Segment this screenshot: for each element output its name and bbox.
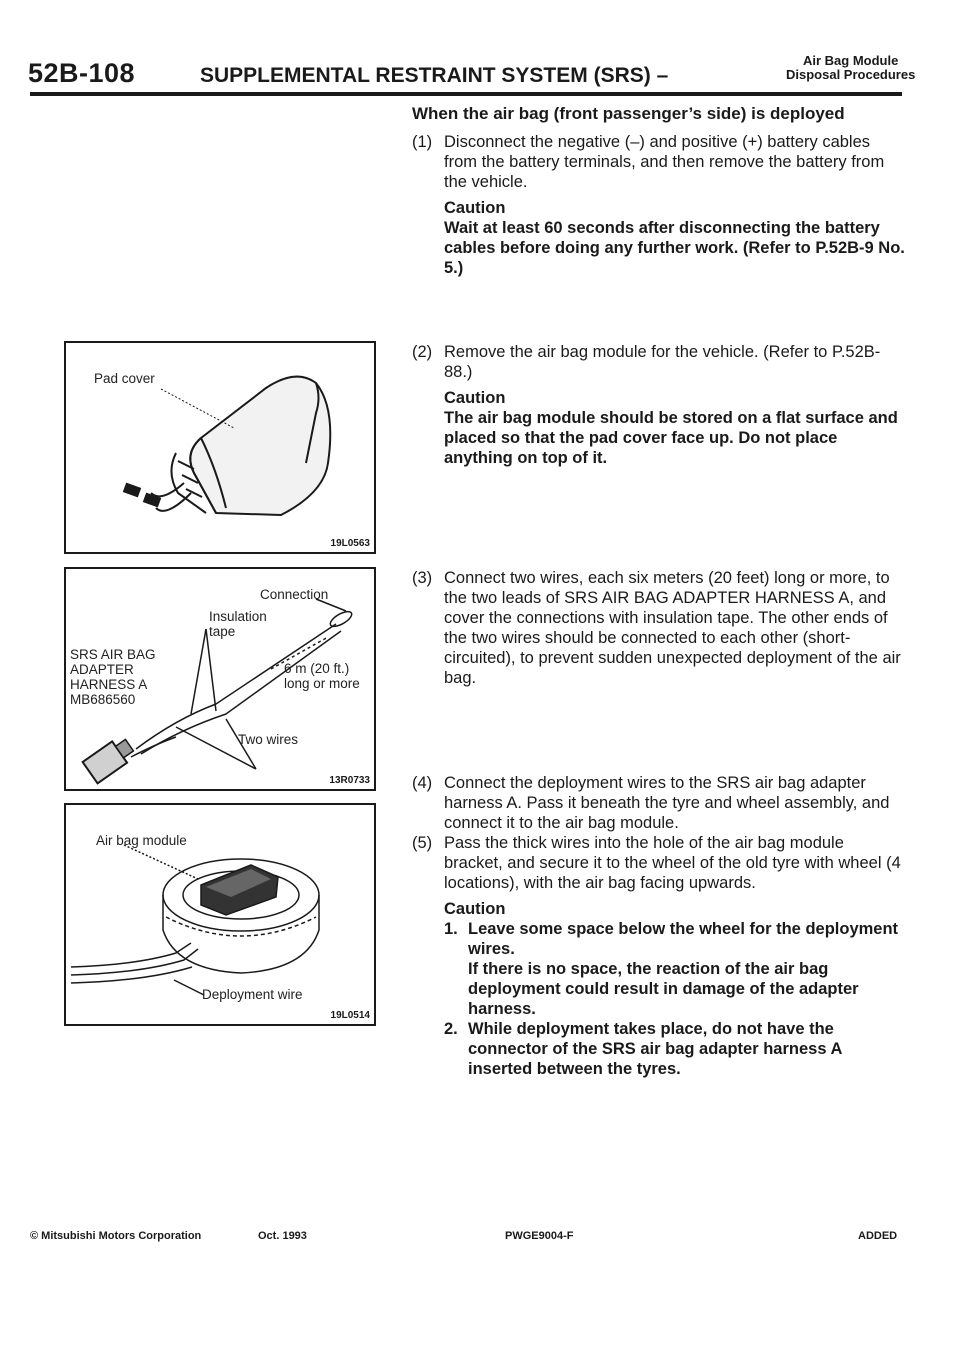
label-adapter-harness: SRS AIR BAG ADAPTER HARNESS A MB686560 xyxy=(70,647,156,707)
label-deployment-wire: Deployment wire xyxy=(202,987,303,1002)
caution-item-2 xyxy=(444,1019,907,1079)
step-4-text: Connect the deployment wires to the SRS air bag adapter harness A. Pass it beneath the tyre and wheel assembly, and connect it to the air bag module. xyxy=(444,774,890,832)
footer-copyright: © Mitsubishi Motors Corporation xyxy=(30,1230,202,1242)
step-4 xyxy=(412,773,907,833)
step-3-number: (3) xyxy=(412,569,433,587)
step-5-caution xyxy=(412,899,907,1079)
figure-code: 19L0563 xyxy=(330,538,370,549)
step-2-block xyxy=(412,342,907,468)
figure-code: 19L0514 xyxy=(330,1010,370,1021)
page-number: 52B-108 xyxy=(28,58,136,88)
caution-title: Caution xyxy=(444,900,506,918)
caution-title: Caution xyxy=(444,389,506,407)
caution-item-1 xyxy=(444,919,907,1019)
step-2-caution xyxy=(412,388,907,468)
caution-text: The air bag module should be stored on a flat surface and placed so that the pad cover face up. Do not place anything on top of it. xyxy=(444,409,898,467)
label-air-bag-module: Air bag module xyxy=(96,833,187,848)
step-4-5-block xyxy=(412,773,907,1079)
subtitle-line-2: Disposal Procedures xyxy=(786,67,916,82)
caution-text: Wait at least 60 seconds after disconnecting the battery cables before doing any further work. (Refer to P.52B-9 No. 5.) xyxy=(444,219,905,277)
step-5-number: (5) xyxy=(412,834,433,852)
caution-item-text-2: If there is no space, the reaction of the air bag deployment could result in damage of the adapter harness. xyxy=(468,960,859,1018)
step-1-text: Disconnect the negative (–) and positive (+) battery cables from the battery terminals, and then remove the battery from the vehicle. xyxy=(444,133,885,191)
caution-title: Caution xyxy=(444,199,506,217)
label-length-1: 6 m (20 ft.) xyxy=(284,661,350,676)
step-5 xyxy=(412,833,907,893)
step-1-caution xyxy=(412,198,907,278)
subtitle-line-1: Air Bag Module xyxy=(802,53,899,68)
step-4-number: (4) xyxy=(412,774,433,792)
footer-doc-id: PWGE9004-F xyxy=(505,1230,574,1242)
label-two-wires: Two wires xyxy=(238,732,299,747)
figure-code: 13R0733 xyxy=(329,775,370,786)
caution-item-number: 2. xyxy=(444,1020,458,1038)
footer-status: ADDED xyxy=(858,1230,898,1242)
step-3-block xyxy=(412,568,907,688)
header-rule xyxy=(30,92,902,96)
step-1 xyxy=(412,132,907,192)
caution-item-number: 1. xyxy=(444,920,458,938)
step-3-text: Connect two wires, each six meters (20 feet) long or more, to the two leads of SRS AIR BAG ADAPTER HARNESS A, and cover the connections with insulation tape. The other ends of the two wires should be connected to each other (short-circuited), to prevent sudden unexpected deployment of the air bag. xyxy=(444,569,901,687)
step-2-text: Remove the air bag module for the vehicle. (Refer to P.52B-88.) xyxy=(444,343,881,381)
figure-pad-cover xyxy=(64,341,376,554)
label-insulation-tape: Insulation tape xyxy=(209,609,267,639)
caution-item-text: Leave some space below the wheel for the deployment wires. xyxy=(468,920,899,958)
step-2 xyxy=(412,342,907,382)
label-length-2: long or more xyxy=(284,676,360,691)
step-2-number: (2) xyxy=(412,343,433,361)
step-3 xyxy=(412,568,907,688)
label-connection: Connection xyxy=(260,587,329,602)
figure-harness xyxy=(64,567,376,791)
step-1-block xyxy=(412,104,907,278)
page-title: SUPPLEMENTAL RESTRAINT SYSTEM (SRS) – xyxy=(200,64,669,87)
caution-item-text: While deployment takes place, do not have the connector of the SRS air bag adapter harness A inserted between the tyres. xyxy=(468,1020,842,1078)
step-5-text: Pass the thick wires into the hole of the air bag module bracket, and secure it to the wheel of the old tyre with wheel (4 locations), with the air bag facing upwards. xyxy=(444,834,901,892)
footer-date: Oct. 1993 xyxy=(258,1230,307,1242)
page-subtitle xyxy=(786,54,915,82)
step-1-number: (1) xyxy=(412,133,433,151)
figure-tyre xyxy=(64,803,376,1026)
label-pad-cover: Pad cover xyxy=(94,371,155,386)
section-heading: When the air bag (front passenger’s side) is deployed xyxy=(412,104,845,123)
